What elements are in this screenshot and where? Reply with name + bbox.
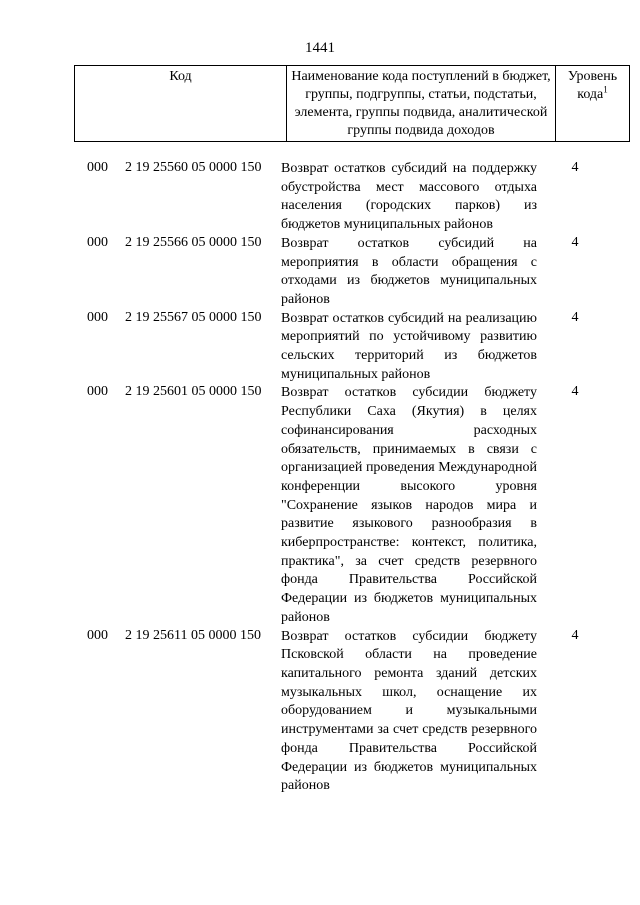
row-name: Возврат остатков субсидий на мероприятия в области обращения с отходами из бюджетов муниципальных районов	[281, 235, 537, 307]
table-row	[0, 235, 640, 310]
row-name: Возврат остатков субсидии бюджету Республики Саха (Якутия) в целях софинансирования расходных обязательств, принимаемых в связи с организацией проведения Международной конференции высокого уровня "Сохранение языков народов мира и развитие языкового разнообразия в киберпространстве: контекст, политика, практика", за счет средств резервного фонда Правительства Российской Федерации из бюджетов муниципальных районов	[281, 385, 537, 625]
row-admin-code: 000	[87, 627, 108, 643]
header-level-footnote: 1	[603, 84, 608, 95]
row-level: 4	[571, 234, 579, 250]
table-row	[0, 310, 640, 385]
row-admin-code: 000	[87, 160, 108, 175]
row-level: 4	[571, 309, 579, 325]
row-code: 2 19 25566 05 0000 150	[125, 234, 262, 250]
row-level: 4	[571, 384, 579, 400]
row-name: Возврат остатков субсидий на реализацию мероприятий по устойчивому развитию сельских территорий из бюджетов муниципальных районов	[281, 310, 537, 382]
table-header	[74, 65, 630, 142]
table-row	[0, 160, 640, 235]
row-admin-code: 000	[87, 234, 108, 250]
row-code: 2 19 25611 05 0000 150	[125, 627, 261, 643]
row-code: 2 19 25560 05 0000 150	[125, 160, 262, 175]
row-admin-code: 000	[87, 384, 108, 400]
row-name: Возврат остатков субсидий на поддержку обустройства мест массового отдыха населения (городских парков) из бюджетов муниципальных районов	[281, 161, 537, 233]
row-name: Возврат остатков субсидии бюджету Псковской области на проведение капитального ремонта зданий детских музыкальных школ, оснащение их оборудованием и музыкальными инструментами за счет средств резервного фонда Правительства Российской Федерации из бюджетов муниципальных районов	[281, 628, 537, 794]
row-admin-code: 000	[87, 309, 108, 325]
table-body	[0, 160, 640, 796]
table-row	[0, 628, 640, 796]
row-level: 4	[571, 160, 579, 175]
header-name: Наименование кода поступлений в бюджет, группы, подгруппы, статьи, подстатьи, элемента, группы подвида, аналитической группы подвида доходов	[287, 66, 556, 142]
row-code: 2 19 25601 05 0000 150	[125, 384, 262, 400]
row-level: 4	[571, 627, 579, 643]
page-number: 1441	[305, 40, 335, 56]
header-level-cell	[556, 66, 630, 142]
header-level: Уровень кода	[567, 69, 618, 102]
row-code: 2 19 25567 05 0000 150	[125, 309, 262, 325]
table-row	[0, 384, 640, 627]
header-code: Код	[75, 66, 287, 142]
